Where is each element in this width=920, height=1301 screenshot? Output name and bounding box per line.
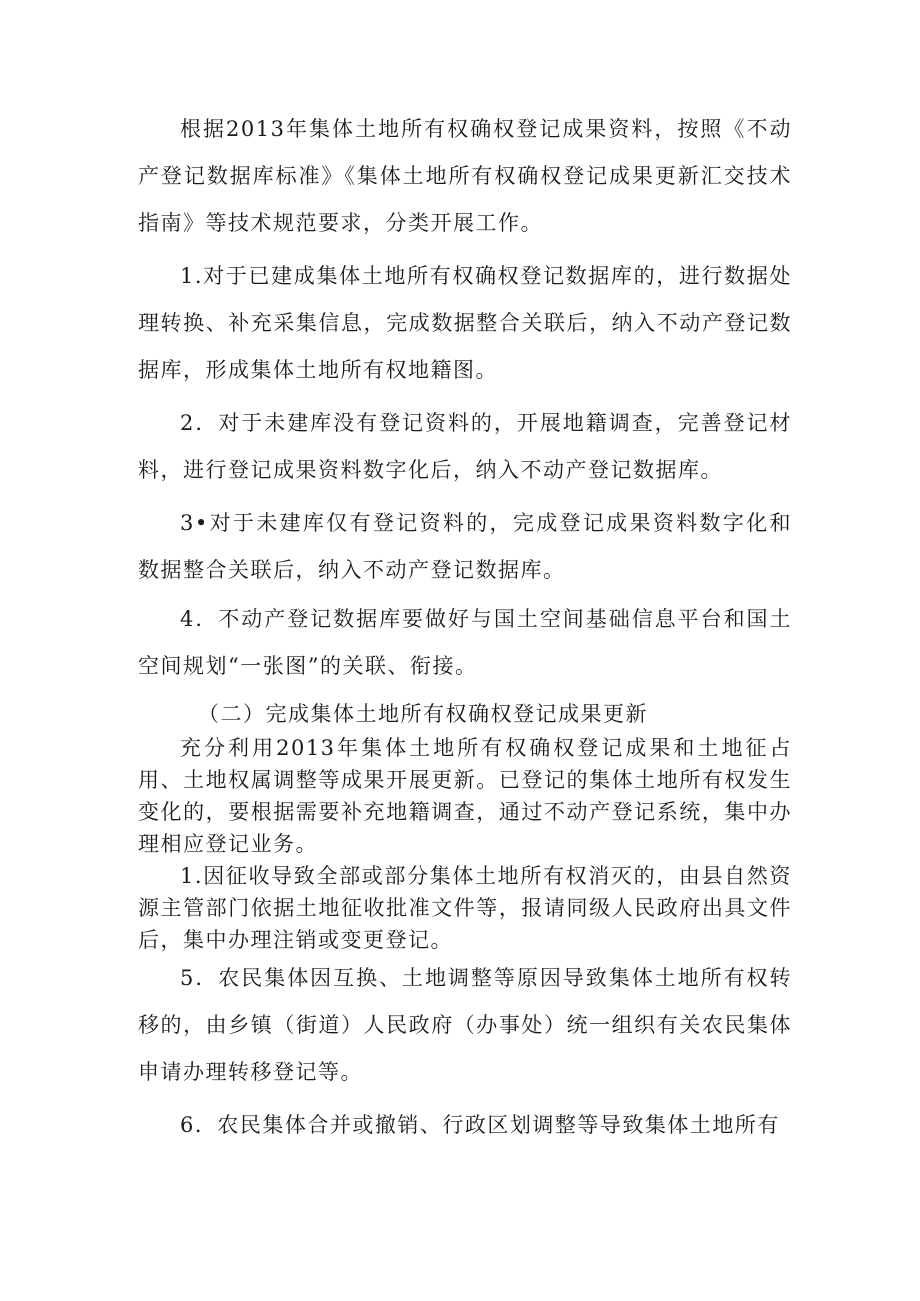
paragraph-intro: 根据2013年集体土地所有权确权登记成果资料，按照《不动产登记数据库标准》《集体土地所有权确权登记成果更新汇交技术指南》等技术规范要求，分类开展工作。	[138, 117, 792, 235]
paragraph-item-3: 3•对于未建库仅有登记资料的，完成登记成果资料数字化和数据整合关联后，纳入不动产登记数据库。	[138, 511, 792, 582]
paragraph-item-2: 2．对于未建库没有登记资料的，开展地籍调查，完善登记材料，进行登记成果资料数字化后，纳入不动产登记数据库。	[138, 411, 792, 482]
section-heading: （二）完成集体土地所有权确权登记成果更新	[198, 702, 648, 726]
paragraph-item-1: 1.对于已建成集体土地所有权确权登记数据库的，进行数据处理转换、补充采集信息，完成数据整合关联后，纳入不动产登记数据库，形成集体土地所有权地籍图。	[138, 264, 792, 382]
paragraph-item-4: 4．不动产登记数据库要做好与国土空间基础信息平台和国土空间规划“一张图”的关联、衔接。	[138, 607, 792, 678]
paragraph-update-intro: 充分利用2013年集体土地所有权确权登记成果和土地征占用、土地权属调整等成果开展更新。已登记的集体土地所有权发生变化的，要根据需要补充地籍调查，通过不动产登记系统，集中办理相应登记业务。	[138, 736, 792, 856]
paragraph-update-item-6: 6．农民集体合并或撤销、行政区划调整等导致集体土地所有	[180, 1113, 780, 1137]
paragraph-update-item-5: 5．农民集体因互换、土地调整等原因导致集体土地所有权转移的，由乡镇（街道）人民政府（办事处）统一组织有关农民集体申请办理转移登记等。	[138, 966, 792, 1084]
paragraph-update-item-1: 1.因征收导致全部或部分集体土地所有权消灭的，由县自然资源主管部门依据土地征收批准文件等，报请同级人民政府出具文件后，集中办理注销或变更登记。	[138, 864, 792, 952]
